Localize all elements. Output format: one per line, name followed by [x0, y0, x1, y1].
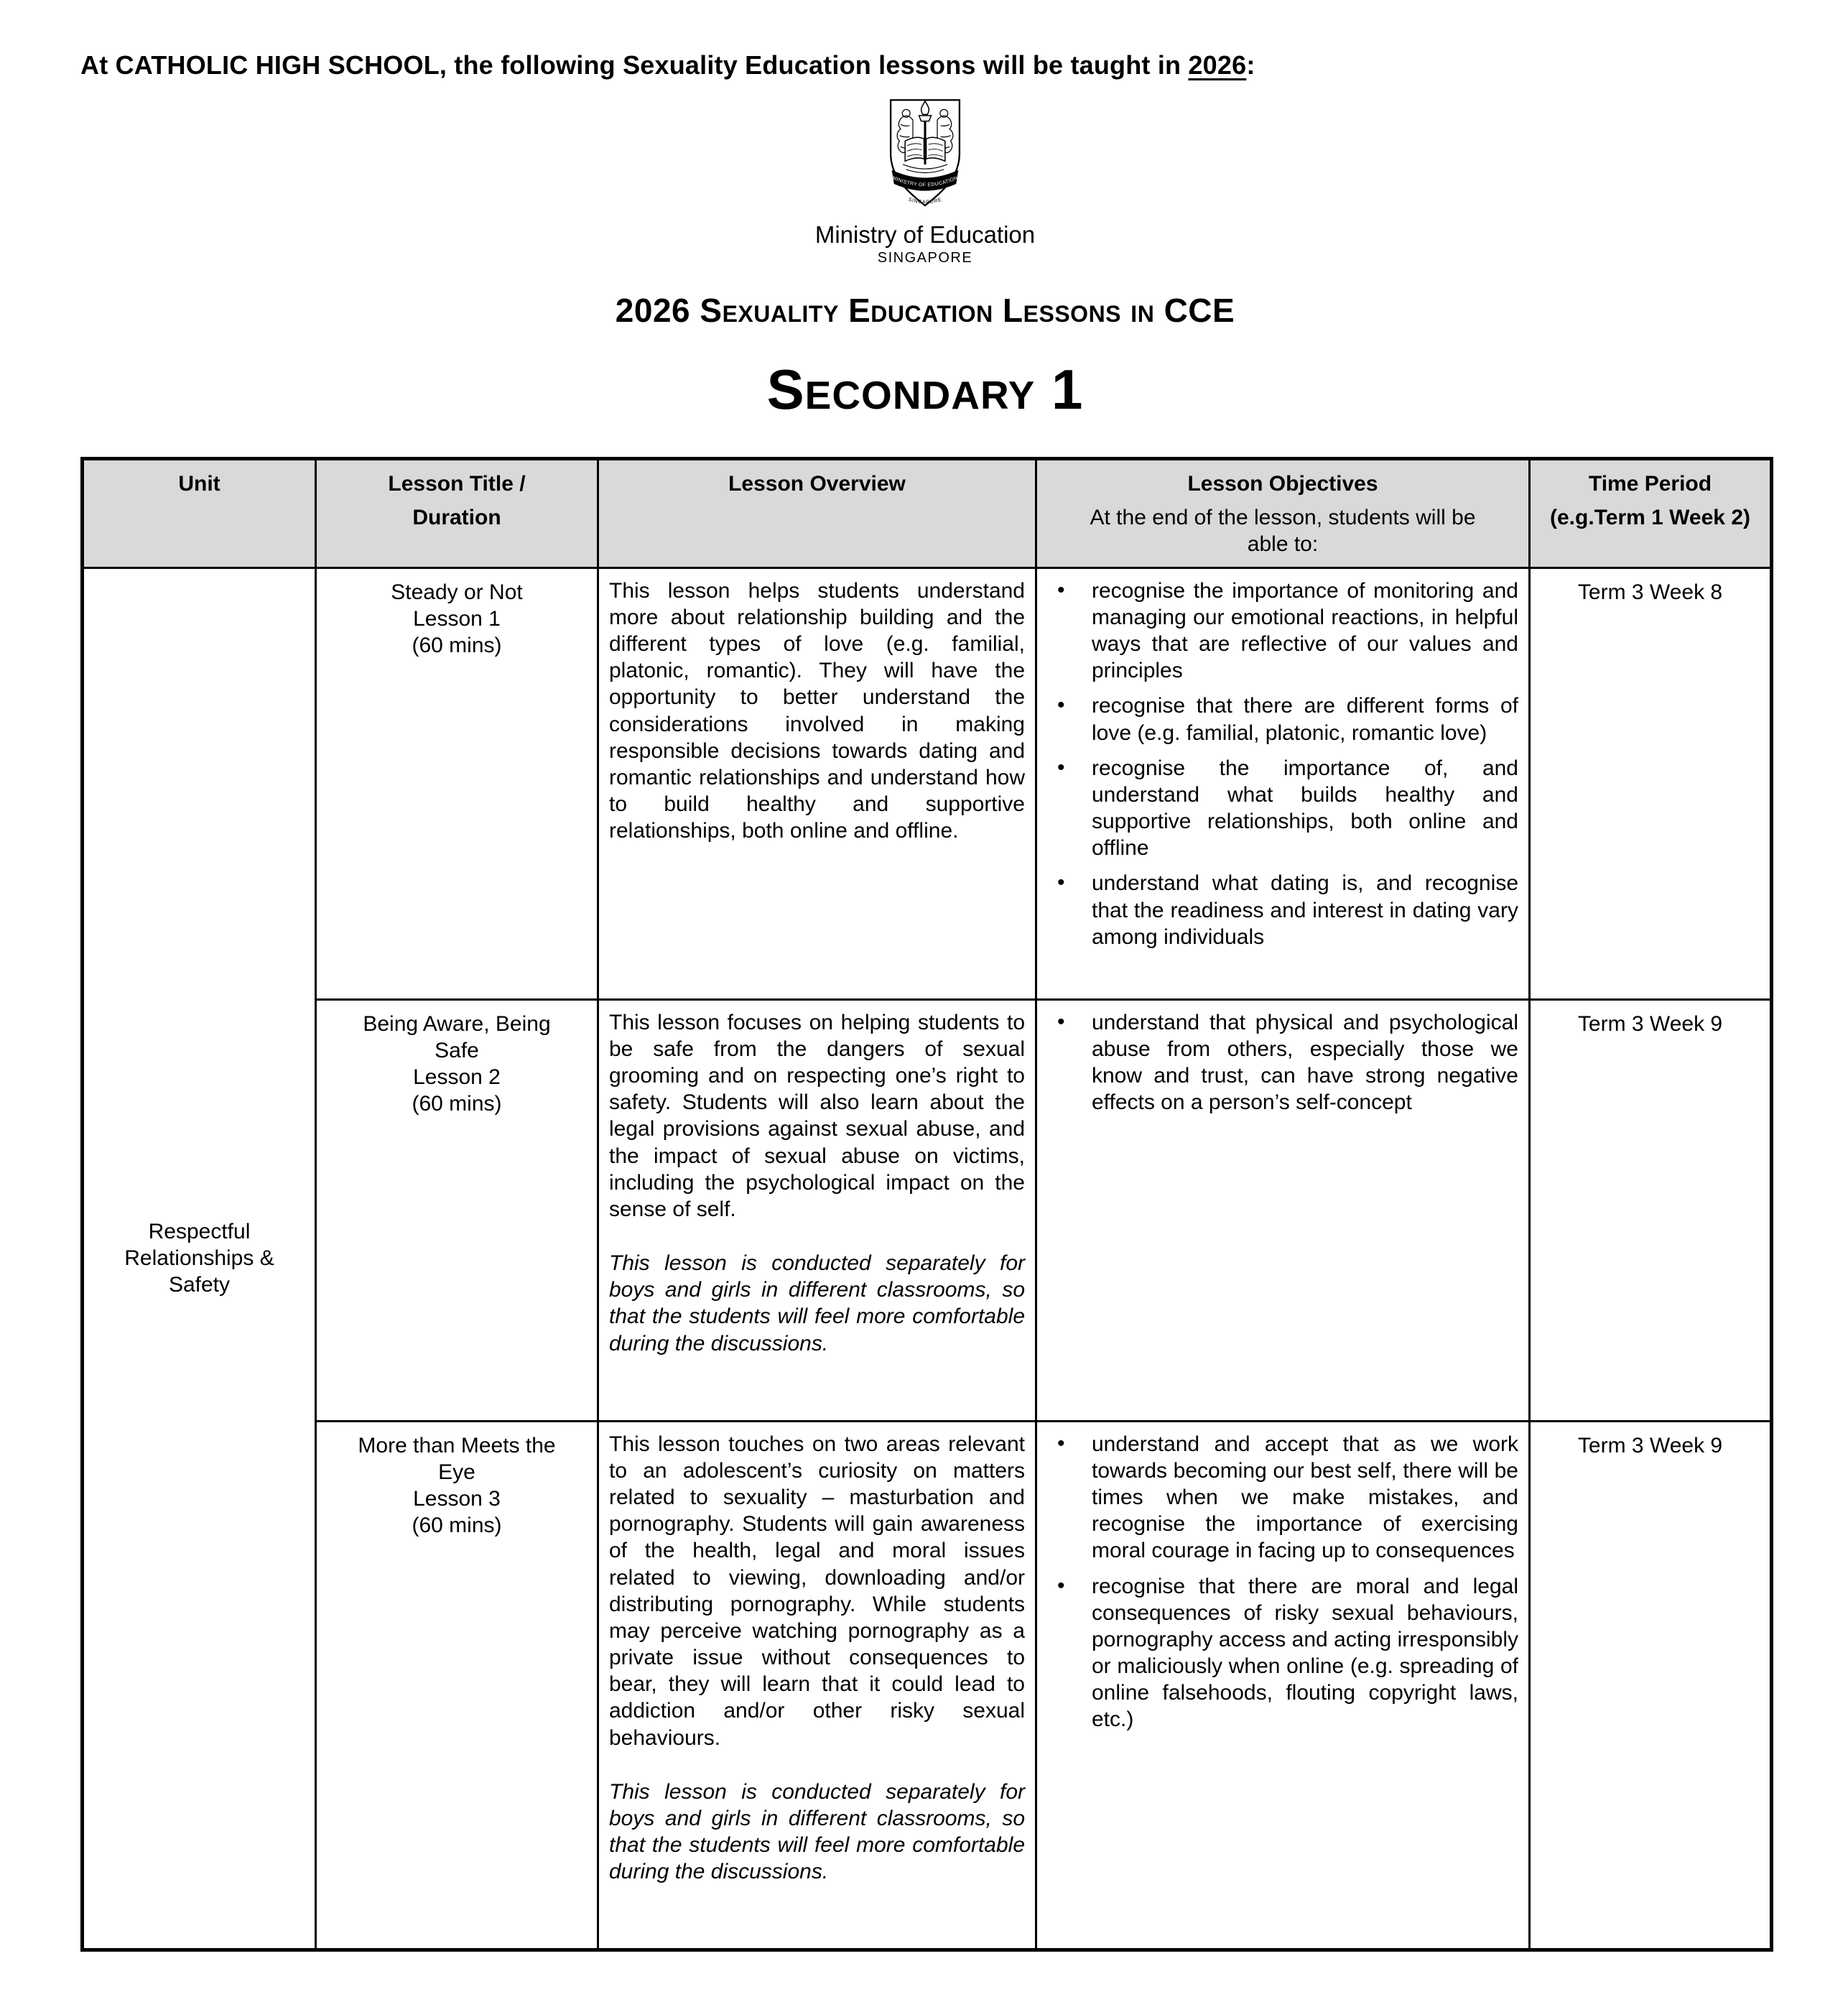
overview-note-italic: This lesson is conducted separately for boys and girls in different classrooms, so that the students will feel more comfortable during the discussions.	[609, 1779, 1025, 1884]
intro-text: At CATHOLIC HIGH SCHOOL, the following Sexuality Education lessons will be taught in	[80, 50, 1189, 80]
document-subtitle: Secondary 1	[766, 358, 1084, 421]
header-lesson-title-line1: Lesson Title /	[388, 472, 526, 496]
lesson-title: Steady or Not	[391, 580, 523, 604]
column-header-objectives	[1036, 459, 1530, 568]
time-period-cell: Term 3 Week 9	[1530, 999, 1772, 1421]
intro-line	[80, 50, 1770, 80]
time-period-cell: Term 3 Week 8	[1530, 567, 1772, 999]
lesson-duration: (60 mins)	[412, 1514, 502, 1538]
header-time-line2: (e.g.Term 1 Week 2)	[1550, 506, 1750, 530]
crest-banner-text: MINISTRY OF EDUCATION	[891, 175, 959, 188]
lesson-number: Lesson 3	[413, 1486, 501, 1511]
objective-item: • understand and accept that as we work towards becoming our best self, there will be times when we make mistakes, and recognise the importance of exercising moral courage in facing up to consequences	[1047, 1431, 1518, 1565]
moe-crest-icon	[864, 91, 986, 218]
lesson-title: More than Meets the Eye	[358, 1433, 556, 1484]
table-row-lesson-3	[83, 1421, 1772, 1950]
lesson-duration: (60 mins)	[412, 1092, 502, 1116]
objective-item: • recognise the importance of monitoring and managing our emotional reactions, in helpful ways that are reflective of our values and principles	[1047, 578, 1518, 685]
header-objectives-label: Lesson Objectives	[1187, 472, 1378, 496]
header-unit-label: Unit	[178, 472, 220, 496]
ministry-country: SINGAPORE	[877, 250, 973, 266]
lesson-title: Being Aware, Being Safe	[363, 1011, 551, 1062]
column-header-time-period	[1530, 459, 1772, 568]
time-period-cell: Term 3 Week 9	[1530, 1421, 1772, 1950]
objective-item: • recognise that there are different forms of love (e.g. familial, platonic, romantic love)	[1047, 692, 1518, 746]
lesson-objectives-cell	[1036, 999, 1530, 1421]
header-objectives-subtext: At the end of the lesson, students will be able to:	[1090, 506, 1476, 557]
lesson-number: Lesson 2	[413, 1065, 501, 1089]
objectives-list	[1047, 578, 1518, 950]
column-header-lesson-title	[316, 459, 598, 568]
unit-label: Respectful Relationships & Safety	[124, 1219, 274, 1297]
table-row-lesson-1	[83, 567, 1772, 999]
header-time-line1: Time Period	[1588, 472, 1712, 496]
objective-item: • understand that physical and psychological abuse from others, especially those we know and trust, can have strong negative effects on a person’s self-concept	[1047, 1009, 1518, 1116]
intro-year-underlined: 2026	[1188, 50, 1247, 80]
objectives-list	[1047, 1431, 1518, 1733]
lesson-duration: (60 mins)	[412, 633, 502, 657]
overview-paragraph: This lesson touches on two areas relevant to an adolescent’s curiosity on matters related to sexuality – masturbation and pornography. Students will gain awareness of the health, legal and moral issues related to viewing, downloading and/or distributing pornography. While students may perceive watching pornography as a private issue without consequences to bear, they will learn that it could lead to addiction and/or other risky sexual behaviours.	[609, 1432, 1025, 1750]
overview-paragraph: This lesson focuses on helping students to be safe from the dangers of sexual grooming and on respecting one’s right to safety. Students will also learn about the legal provisions against sexual abuse, and the impact of sexual abuse on victims, including the psychological impact on the sense of self.	[609, 1010, 1025, 1221]
column-header-overview	[598, 459, 1036, 568]
crest-country-text: SINGAPORE	[907, 197, 943, 205]
header-row	[83, 459, 1772, 568]
intro-colon: :	[1246, 50, 1255, 80]
header-overview-label: Lesson Overview	[728, 472, 906, 496]
lesson-title-cell	[316, 1421, 598, 1950]
lesson-objectives-cell	[1036, 567, 1530, 999]
objective-item: • understand what dating is, and recognise that the readiness and interest in dating vary among individuals	[1047, 870, 1518, 950]
lesson-title-cell	[316, 567, 598, 999]
objectives-list	[1047, 1009, 1518, 1116]
lesson-overview-cell	[598, 567, 1036, 999]
table-row-lesson-2	[83, 999, 1772, 1421]
objective-item: • recognise the importance of, and understand what builds healthy and supportive relationships, both online and offline	[1047, 755, 1518, 862]
document-title: 2026 Sexuality Education Lessons in CCE	[615, 292, 1235, 329]
lesson-objectives-cell	[1036, 1421, 1530, 1950]
lessons-table	[80, 457, 1773, 1952]
overview-note-italic: This lesson is conducted separately for boys and girls in different classrooms, so that the students will feel more comfortable during the discussions.	[609, 1251, 1025, 1355]
unit-cell	[83, 567, 316, 1950]
objective-item: • recognise that there are moral and legal consequences of risky sexual behaviours, pornography access and acting irresponsibly or maliciously when online (e.g. spreading of online falsehoods, flouting copyright laws, etc.)	[1047, 1573, 1518, 1733]
lesson-overview-cell	[598, 999, 1036, 1421]
moe-logo-block	[80, 91, 1770, 266]
lesson-title-cell	[316, 999, 598, 1421]
column-header-unit	[83, 459, 316, 568]
overview-paragraph: This lesson helps students understand more about relationship building and the different types of love (e.g. familial, platonic, romantic). They will have the opportunity to better understand the considerations involved in making responsible decisions towards dating and romantic relationships and understand how to build healthy and supportive relationships, both online and offline.	[609, 578, 1025, 843]
lesson-number: Lesson 1	[413, 606, 501, 631]
lesson-overview-cell	[598, 1421, 1036, 1950]
ministry-name: Ministry of Education	[814, 221, 1036, 248]
header-lesson-title-line2: Duration	[412, 506, 501, 530]
